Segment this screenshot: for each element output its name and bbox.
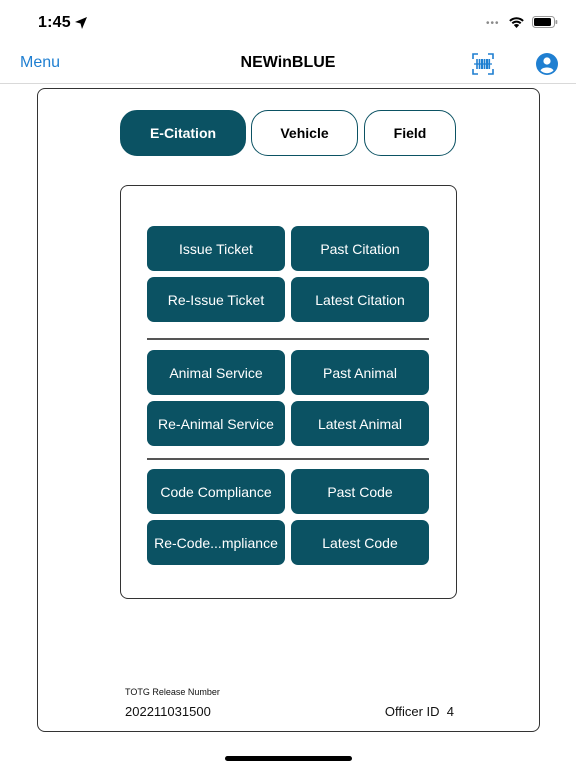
location-arrow-icon [74,16,88,30]
officer-id-label: Officer ID [384,704,440,719]
code-compliance-button[interactable]: Code Compliance [147,469,285,514]
release-number-label: TOTG Release Number [125,687,220,697]
tab-vehicle[interactable]: Vehicle [251,110,358,156]
section-divider [147,458,429,460]
home-indicator[interactable] [225,756,352,761]
wifi-icon [508,15,525,29]
release-number-value: 202211031500 [125,704,211,719]
latest-animal-button[interactable]: Latest Animal [291,401,429,446]
barcode-scan-icon[interactable] [471,52,495,76]
tab-field[interactable]: Field [364,110,456,156]
past-code-button[interactable]: Past Code [291,469,429,514]
past-citation-button[interactable]: Past Citation [291,226,429,271]
latest-code-button[interactable]: Latest Code [291,520,429,565]
officer-id [385,704,454,719]
re-code-compliance-button[interactable]: Re-Code...mpliance [147,520,285,565]
officer-id-value: 4 [446,704,454,719]
animal-service-button[interactable]: Animal Service [147,350,285,395]
menu-button[interactable]: Menu [20,54,61,71]
multitasking-dots-icon: ••• [486,18,500,29]
section-divider [147,338,429,340]
profile-icon[interactable] [535,52,559,76]
issue-ticket-button[interactable]: Issue Ticket [147,226,285,271]
battery-icon [532,16,558,28]
re-animal-service-button[interactable]: Re-Animal Service [147,401,285,446]
re-issue-ticket-button[interactable]: Re-Issue Ticket [147,277,285,322]
past-animal-button[interactable]: Past Animal [291,350,429,395]
status-bar [0,0,576,44]
page-title: NEWinBLUE [240,54,336,71]
tab-e-citation[interactable]: E-Citation [120,110,246,156]
latest-citation-button[interactable]: Latest Citation [291,277,429,322]
status-time: 1:45 [38,14,71,31]
